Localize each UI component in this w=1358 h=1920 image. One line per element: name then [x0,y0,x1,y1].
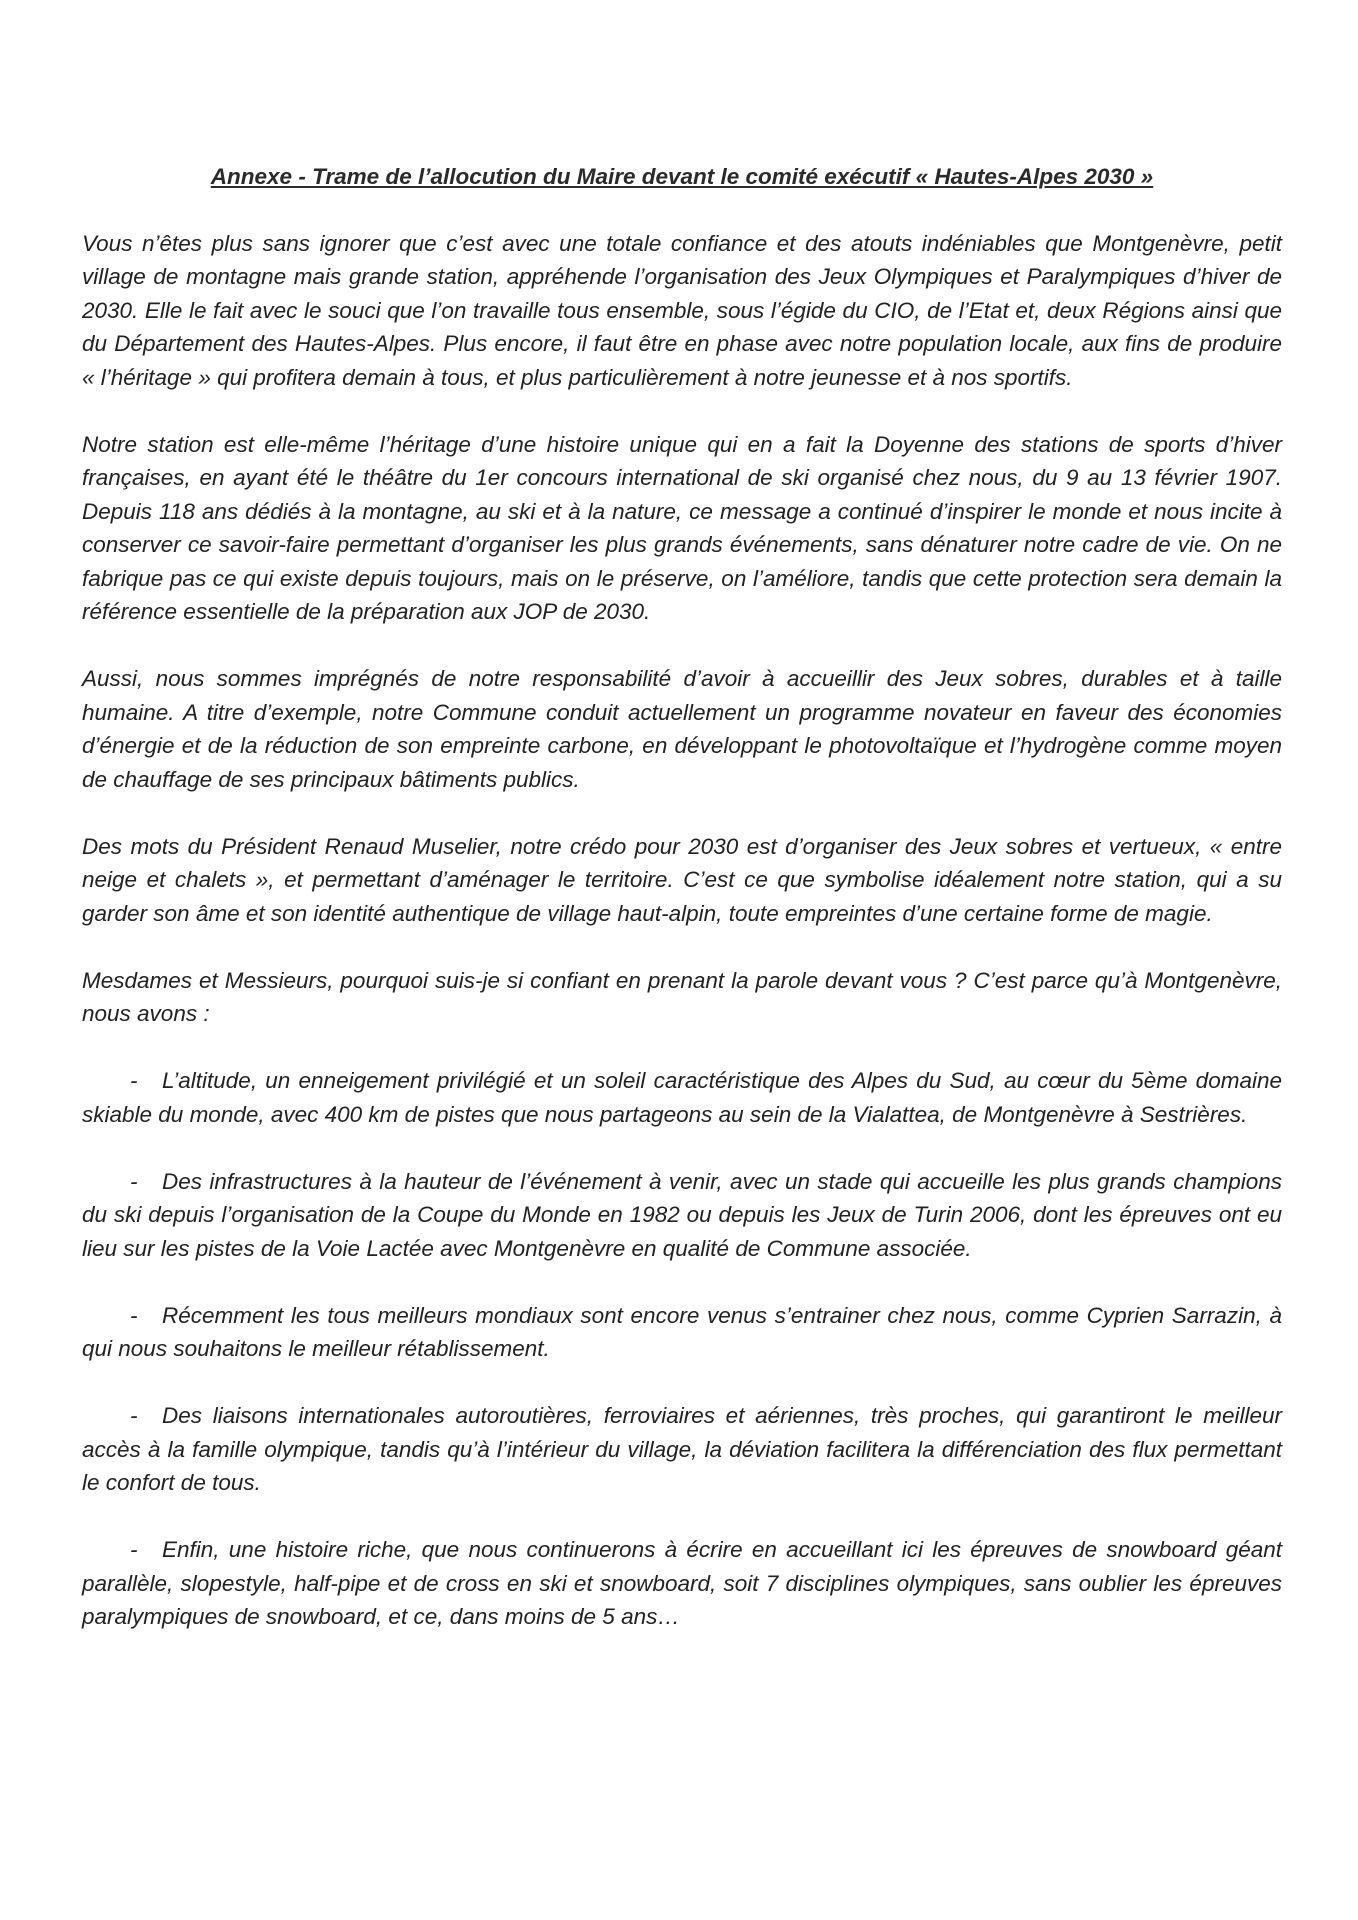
bullet-marker: - [130,1537,138,1562]
list-item [82,1299,1282,1366]
list-item-text: Des liaisons internationales autoroutières, ferroviaires et aériennes, très proches, qui garantiront le meilleur accès à la famille olympique, tandis qu’à l’intérieur du village, la déviation facilitera la différenciation des flux permettant le confort de tous. [82,1403,1282,1495]
list-item [82,1064,1282,1131]
list-item [82,1165,1282,1266]
paragraph-history: Notre station est elle-même l’héritage d’une histoire unique qui en a fait la Doyenne des stations de sports d’hiver françaises, en ayant été le théâtre du 1er concours international de ski organisé chez nous, du 9 au 13 février 1907. Depuis 118 ans dédiés à la montagne, au ski et à la nature, ce message a continué d’inspirer le monde et nous incite à conserver ce savoir-faire permettant d’organiser les plus grands événements, sans dénaturer notre cadre de vie. On ne fabrique pas ce qui existe depuis toujours, mais on le préserve, on l’améliore, tandis que cette protection sera demain la référence essentielle de la préparation aux JOP de 2030. [82,431,1282,624]
list-item-text: Récemment les tous meilleurs mondiaux sont encore venus s’entrainer chez nous, comme Cyprien Sarrazin, à qui nous souhaitons le meilleur rétablissement. [82,1302,1282,1361]
document-body [82,160,1282,1667]
bullet-marker: - [130,1168,138,1194]
bullet-marker: - [130,1068,138,1093]
list-item [82,1533,1282,1634]
bullet-marker: - [130,1302,138,1328]
bullet-marker: - [130,1403,138,1428]
list-item [82,1399,1282,1500]
paragraph-responsibility: Aussi, nous sommes imprégnés de notre responsabilité d’avoir à accueillir des Jeux sobres, durables et à taille humaine. A titre d’exemple, notre Commune conduit actuellement un programme novateur en faveur des économies d’énergie et de la réduction de son empreinte carbone, en développant le photovoltaïque et l’hydrogène comme moyen de chauffage de ses principaux bâtiments publics. [82,666,1282,792]
list-item-text: Enfin, une histoire riche, que nous continuerons à écrire en accueillant ici les épreuves de snowboard géant parallèle, slopestyle, half-pipe et de cross en ski et snowboard, soit 7 disciplines olympiques, sans oublier les épreuves paralympiques de snowboard, et ce, dans moins de 5 ans… [82,1537,1282,1629]
paragraph-intro: Vous n’êtes plus sans ignorer que c’est avec une totale confiance et des atouts indéniables que Montgenèvre, petit village de montagne mais grande station, appréhende l’organisation des Jeux Olympiques et Paralympiques d’hiver de 2030. Elle le fait avec le souci que l’on travaille tous ensemble, sous l’égide du CIO, de l’Etat et, deux Régions ainsi que du Département des Hautes-Alpes. Plus encore, il faut être en phase avec notre population locale, aux fins de produire « l’héritage » qui profitera demain à tous, et plus particulièrement à notre jeunesse et à nos sportifs. [82,230,1282,390]
paragraph-confidence: Mesdames et Messieurs, pourquoi suis-je si confiant en prenant la parole devant vous ? C’est parce qu’à Montgenèvre, nous avons : [82,967,1282,1026]
list-item-text: Des infrastructures à la hauteur de l’événement à venir, avec un stade qui accueille les plus grands champions du ski depuis l’organisation de la Coupe du Monde en 1982 ou depuis les Jeux de Turin 2006, dont les épreuves ont eu lieu sur les pistes de la Voie Lactée avec Montgenèvre en qualité de Commune associée. [82,1168,1282,1261]
paragraph-credo: Des mots du Président Renaud Muselier, notre crédo pour 2030 est d’organiser des Jeux sobres et vertueux, « entre neige et chalets », et permettant d’aménager le territoire. C’est ce que symbolise idéalement notre station, qui a su garder son âme et son identité authentique de village haut-alpin, toute empreintes d’une certaine forme de magie. [82,833,1282,926]
document-title: Annexe - Trame de l’allocution du Maire devant le comité exécutif « Hautes-Alpes 2030 » [210,164,1154,189]
list-item-text: L’altitude, un enneigement privilégié et un soleil caractéristique des Alpes du Sud, au cœur du 5ème domaine skiable du monde, avec 400 km de pistes que nous partageons au sein de la Vialattea, de Montgenèvre à Sestrières. [82,1068,1282,1127]
